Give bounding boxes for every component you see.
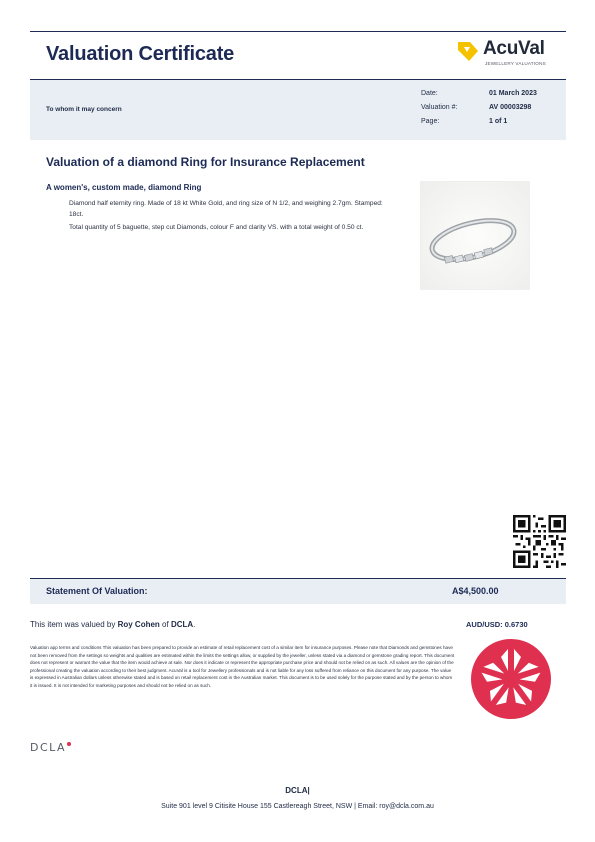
date-row — [421, 90, 537, 104]
recipient-line: To whom it may concern — [46, 106, 122, 113]
statement-band-rule — [30, 578, 566, 579]
valuation-number-value: AV 00003298 — [489, 104, 532, 111]
terms-and-conditions: Valuation app terms and conditions This valuation has been prepared to provide an estimate of retail replacement cost of a similar item for insurance purposes. Please note that Diamonds and gemstones have not been removed from the settings so weights and qualities are estimated within the limits the settings allow, or supplied by the jeweller, unless stated via a diamond or gemstone grading report. This document does not represent or warrant the value that the item would achieve at sale. Nor does it indicate or represent the appropriate purchase price and should not be relied on as such. All values are the opinion of the professional creating the valuation according to their best judgment. AcuVal is a tool for Jewellery professionals and is not liable for any loss suffered from reliance on this document for any purpose. The value is expressed in Australian dollars unless otherwise stated and is based on retail replacement cost in the Australian market. This document is to be used solely for the purpose stated and by the person to whom it is issued. It is not intended for marketing purposes and should not be relied on as such. — [30, 645, 455, 688]
acuval-logo-tagline: JEWELLERY VALUATIONS — [485, 61, 546, 66]
certificate-meta — [421, 90, 537, 132]
dcla-logo-dot-icon — [67, 742, 71, 746]
acuval-diamond-icon — [455, 38, 481, 64]
exchange-rate: AUD/USD: 0.6730 — [466, 620, 528, 629]
section-title: Valuation of a diamond Ring for Insurance Replacement — [46, 155, 365, 169]
valued-by-suffix: . — [193, 620, 196, 629]
page-title: Valuation Certificate — [46, 43, 235, 65]
valued-by-prefix: This item was valued by — [30, 620, 118, 629]
qr-code[interactable] — [513, 515, 566, 568]
info-band — [30, 79, 566, 140]
page-row — [421, 118, 537, 132]
item-title: A women's, custom made, diamond Ring — [46, 183, 202, 192]
valued-by-line — [30, 620, 195, 629]
valuation-number-label: Valuation #: — [421, 104, 458, 111]
valuer-company: DCLA — [170, 620, 194, 629]
statement-value: A$4,500.00 — [452, 586, 499, 596]
ring-photo — [420, 181, 530, 290]
dcla-seal — [469, 637, 553, 721]
statement-label: Statement Of Valuation: — [46, 586, 148, 596]
valued-by-middle: of — [159, 620, 171, 629]
header-rule — [30, 31, 566, 32]
acuval-logo-name: AcuVal — [483, 38, 545, 59]
statement-band — [30, 578, 566, 604]
acuval-logo — [455, 38, 565, 70]
item-description-1: Diamond half eternity ring. Made of 18 kt White Gold, and ring size of N 1/2, and weighing 2.7gm. Stamped: 18ct. — [69, 200, 383, 218]
date-value: 01 March 2023 — [489, 90, 537, 97]
footer-company: DCLA| — [285, 786, 310, 795]
page-value: 1 of 1 — [489, 118, 508, 125]
valuer-name: Roy Cohen — [117, 620, 160, 629]
item-description — [69, 199, 389, 237]
dcla-logo-text: DCLA — [30, 741, 67, 754]
qr-code-image — [513, 515, 566, 568]
dcla-seal-icon — [469, 637, 553, 721]
item-description-2: Total quantity of 5 baguette, step cut Diamonds, colour F and clarity VS. with a total weight of 0.50 ct. — [69, 224, 364, 231]
footer-address: Suite 901 level 9 Citisite House 155 Castlereagh Street, NSW | Email: roy@dcla.com.au — [161, 803, 434, 810]
valuation-number-row — [421, 104, 537, 118]
page-label: Page: — [421, 118, 440, 125]
dcla-logo — [30, 741, 71, 754]
ring-image — [421, 182, 530, 290]
date-label: Date: — [421, 90, 438, 97]
info-band-rule — [30, 79, 566, 80]
